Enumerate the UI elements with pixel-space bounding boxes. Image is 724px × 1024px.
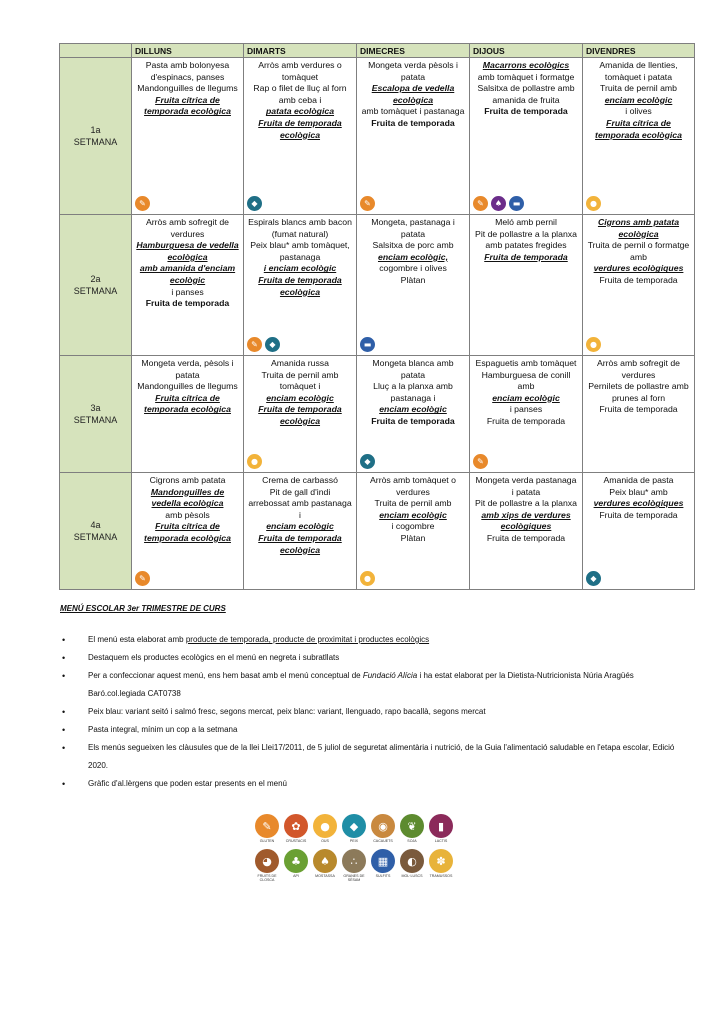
allergen-icons xyxy=(586,337,601,352)
dish-line: Pit de pollastre a la planxa xyxy=(475,498,577,509)
allergen-item xyxy=(342,849,366,882)
dish-line: Mongeta blanca amb patata xyxy=(372,358,454,380)
allergen-item xyxy=(429,849,453,882)
allergen-item xyxy=(255,814,279,843)
menu-cell-monday xyxy=(132,473,244,590)
dish-line: Hamburguesa de conill amb xyxy=(481,369,571,392)
dish-line: Mongeta verda pastanaga i patata xyxy=(475,475,577,497)
gluten-icon: ✎ xyxy=(360,196,375,211)
dish-line: Salsitxa de porc amb xyxy=(372,240,454,251)
lupin-icon: ✽ xyxy=(429,849,453,873)
dish-line: Mongeta verda, pèsols i patata xyxy=(141,358,234,380)
dish-line: Pasta amb bolonyesa d'espinacs, panses xyxy=(145,60,230,82)
dish-line: enciam ecològic xyxy=(492,392,560,403)
menu-cell-monday xyxy=(132,356,244,473)
dish-line: Fruita de temporada xyxy=(145,298,230,309)
note-item xyxy=(60,721,680,739)
dish-line: Mandonguilles de llegums xyxy=(137,381,238,392)
menu-cell-friday xyxy=(583,473,695,590)
header-thursday: DIJOUS xyxy=(470,44,583,58)
dish-line: Arròs amb sofregit de verdures xyxy=(596,358,681,380)
nuts-icon: ◕ xyxy=(255,849,279,873)
menu-cell-friday xyxy=(583,356,695,473)
dish-line: i panses xyxy=(171,286,204,297)
note-text: producte de temporada, producte de proximitat i productes ecològics xyxy=(185,635,430,644)
menu-cell-thursday xyxy=(470,58,583,215)
header-tuesday: DIMARTS xyxy=(244,44,357,58)
week-label-line: 2a xyxy=(90,274,101,284)
gluten-icon: ✎ xyxy=(135,571,150,586)
dish-line: enciam ecològic xyxy=(604,94,673,105)
menu-cell-thursday xyxy=(470,473,583,590)
egg-icon: ● xyxy=(586,196,601,211)
allergen-icons xyxy=(247,196,262,211)
allergen-label: GRANES DE SÈSAM xyxy=(343,874,365,882)
dish-line: i olives xyxy=(625,106,652,117)
dish-line: Arròs amb sofregit de verdures xyxy=(145,217,230,239)
dish-line: Fruita cítrica de temporada ecològica xyxy=(595,117,682,140)
week-label-line: 4a xyxy=(90,520,101,530)
week-row xyxy=(60,58,695,215)
note-text: Destaquem els productes ecològics en el menú en negreta i subratllats xyxy=(88,653,340,662)
milk-icon: ▬ xyxy=(509,196,524,211)
allergen-item xyxy=(429,814,453,843)
allergen-label: PEIX xyxy=(349,839,359,843)
dish-line: Hamburguesa de vedella ecològica xyxy=(136,240,239,262)
dish-line: Mongeta verda pèsols i patata xyxy=(368,60,458,82)
dish-line: verdures ecològiques xyxy=(593,263,684,274)
dish-line: Truita de pernil amb tomàquet i xyxy=(261,369,339,392)
allergen-icons xyxy=(586,196,601,211)
gluten-icon: ✎ xyxy=(255,814,279,838)
menu-cell-tuesday xyxy=(244,215,357,356)
allergen-icons xyxy=(360,454,375,469)
allergen-row xyxy=(255,849,480,882)
fish-icon: ◆ xyxy=(360,454,375,469)
allergen-icons xyxy=(473,454,488,469)
dish-line: Pit de gall d'indi arrebossat amb pastanaga i xyxy=(248,486,352,520)
allergen-item xyxy=(284,814,308,843)
fish-icon: ◆ xyxy=(265,337,280,352)
allergen-item xyxy=(255,849,279,882)
dish-line: verdures ecològiques xyxy=(593,498,684,509)
allergen-label: SOJA xyxy=(407,839,417,843)
allergen-item xyxy=(371,849,395,882)
dish-line: Plàtan xyxy=(400,274,426,285)
menu-cell-wednesday xyxy=(357,58,470,215)
allergen-label: TRAMUSSOS xyxy=(429,874,453,878)
dish-line: Amanida de pasta xyxy=(603,475,674,485)
week-label xyxy=(60,58,132,215)
note-text: Gràfic d'al.lèrgens que poden estar presents en el menú xyxy=(88,779,287,788)
corner-cell xyxy=(60,44,132,58)
note-item xyxy=(60,739,680,775)
menu-cell-thursday xyxy=(470,215,583,356)
allergen-label: FRUITS DE CLOSCA xyxy=(257,874,277,882)
fish-icon: ◆ xyxy=(247,196,262,211)
dish-line: Mandonguilles de vedella ecològica xyxy=(150,486,225,509)
menu-cell-monday xyxy=(132,215,244,356)
dish-line: enciam ecològic, xyxy=(377,251,448,262)
dish-line: Lluç a la planxa amb pastanaga i xyxy=(373,381,453,403)
dish-line: amb amanida d'enciam ecològic xyxy=(139,263,236,285)
week-label-line: SETMANA xyxy=(73,415,118,425)
menu-cell-tuesday xyxy=(244,356,357,473)
allergen-label: MOL·LUSCS xyxy=(401,874,423,878)
mollusc-icon: ◐ xyxy=(400,849,424,873)
note-item xyxy=(60,631,680,649)
dish-line: Fruita de temporada xyxy=(486,415,566,426)
egg-icon: ● xyxy=(360,571,375,586)
milk-icon: ▬ xyxy=(360,337,375,352)
dish-line: Macarrons ecològics xyxy=(482,60,570,70)
dish-line: Espirals blancs amb bacon (fumat natural) xyxy=(248,217,352,239)
menu-cell-friday xyxy=(583,215,695,356)
dish-line: Escalopa de vedella ecològica xyxy=(371,83,455,105)
dish-line: Pit de pollastre a la planxa amb patates fregides xyxy=(475,228,577,251)
dish-line: enciam ecològic xyxy=(379,404,447,415)
week-label-line: 3a xyxy=(90,403,101,413)
allergen-label: LACTIS xyxy=(434,839,448,843)
week-label-line: SETMANA xyxy=(73,532,118,542)
allergen-item xyxy=(400,814,424,843)
allergen-item xyxy=(313,849,337,882)
milk-icon: ▮ xyxy=(429,814,453,838)
egg-icon: ● xyxy=(586,337,601,352)
allergen-item xyxy=(342,814,366,843)
celery-icon: ♣ xyxy=(284,849,308,873)
allergen-label: SULFITS xyxy=(375,874,391,878)
gluten-icon: ✎ xyxy=(247,337,262,352)
note-text: Els menús segueixen les clàusules que de la llei Llei17/2011, de 5 juliol de seguretat alimentària i nutrició, de la Guia l'alimentació saludable en l'etapa escolar, Edició 2020. xyxy=(88,743,675,770)
allergen-label: API xyxy=(293,874,299,878)
menu-cell-tuesday xyxy=(244,473,357,590)
egg-icon: ● xyxy=(313,814,337,838)
dish-line: cogombre i olives xyxy=(379,263,447,274)
menu-cell-wednesday xyxy=(357,356,470,473)
note-text: Peix blau: variant seitó i salmó fresc, segons mercat, peix blanc: variant, llenguado, rapo bacallà, segons mercat xyxy=(88,707,486,716)
dish-line: amb tomàquet i pastanaga xyxy=(361,106,465,117)
dish-line: Fruita de temporada ecològica xyxy=(258,274,342,297)
allergen-item xyxy=(400,849,424,882)
dish-line: Meló amb pernil xyxy=(495,217,557,227)
dish-line: Rap o filet de lluç al forn amb ceba i xyxy=(253,83,347,105)
dish-line: Fruita de temporada xyxy=(599,274,678,285)
allergen-row xyxy=(255,814,480,843)
egg-icon: ● xyxy=(247,454,262,469)
menu-notes xyxy=(60,604,680,793)
allergen-item xyxy=(313,814,337,843)
note-text: Fundació Alícia xyxy=(362,671,418,680)
sesame-icon: ∴ xyxy=(342,849,366,873)
dish-line: Amanida russa xyxy=(271,358,329,368)
note-item xyxy=(60,703,680,721)
note-text: Per a confeccionar aquest menú, ens hem basat amb el menú conceptual de xyxy=(88,671,363,680)
allergen-icons xyxy=(247,454,262,469)
dish-line: Fruita de temporada xyxy=(599,509,678,520)
note-text: i ha estat elaborat per la Dietista-Nutricionista Núria Aragüés Baró.col.legiada CAT0738 xyxy=(88,671,634,698)
soy-icon: ❦ xyxy=(400,814,424,838)
dish-line: Truita de pernil o formatge amb xyxy=(587,240,690,262)
dish-line: patata ecològica xyxy=(265,106,335,117)
week-label-line: SETMANA xyxy=(73,286,118,296)
gluten-icon: ✎ xyxy=(135,196,150,211)
dish-line: Fruita cítrica de temporada ecològica xyxy=(144,392,231,415)
note-item xyxy=(60,649,680,667)
menu-cell-tuesday xyxy=(244,58,357,215)
week-row xyxy=(60,356,695,473)
dish-line: Fruita de temporada xyxy=(599,404,678,415)
dish-line: Fruita cítrica de temporada ecològica xyxy=(144,521,231,543)
allergen-chart xyxy=(255,814,480,888)
dish-line: Amanida de llenties, tomàquet i patata xyxy=(599,60,678,82)
header-friday: DIVENDRES xyxy=(583,44,695,58)
dish-line: Mongeta, pastanaga i patata xyxy=(371,217,455,239)
note-item xyxy=(60,667,680,703)
note-text: El menú esta elaborat amb xyxy=(88,635,186,644)
mustard-icon: ♠ xyxy=(313,849,337,873)
week-label xyxy=(60,473,132,590)
allergen-label: CRUSTACIS xyxy=(285,839,307,843)
dish-line: Arròs amb tomàquet o verdures xyxy=(370,475,456,497)
menu-header-row xyxy=(60,44,695,58)
header-monday: DILLUNS xyxy=(132,44,244,58)
dish-line: Fruita de temporada ecològica xyxy=(258,532,342,555)
dish-line: enciam ecològic xyxy=(266,392,334,403)
allergen-icons xyxy=(586,571,601,586)
allergen-label: OUS xyxy=(321,839,329,843)
weekly-menu-table xyxy=(59,43,695,590)
dish-line: Mandonguilles de llegums xyxy=(137,83,238,94)
week-label-line: SETMANA xyxy=(73,137,118,147)
dish-line: amb pèsols xyxy=(165,509,210,520)
dish-line: enciam ecològic xyxy=(379,509,447,520)
dish-line: Crema de carbassó xyxy=(262,475,338,485)
menu-cell-friday xyxy=(583,58,695,215)
dish-line: Fruita de temporada xyxy=(486,532,566,543)
menu-cell-wednesday xyxy=(357,215,470,356)
week-row xyxy=(60,473,695,590)
dish-line: Fruita de temporada ecològica xyxy=(258,404,342,426)
dish-line: i panses xyxy=(509,404,543,415)
allergen-item xyxy=(371,814,395,843)
allergen-icons xyxy=(360,337,375,352)
fish-icon: ◆ xyxy=(342,814,366,838)
allergen-icons xyxy=(135,571,150,586)
allergen-icons xyxy=(473,196,524,211)
dish-line: Arròs amb verdures o tomàquet xyxy=(258,60,342,82)
allergen-label: GLUTEN xyxy=(259,839,275,843)
dish-line: Espaguetis amb tomàquet xyxy=(475,358,577,368)
dish-line: Fruita cítrica de temporada ecològica xyxy=(144,94,231,117)
notes-title: MENÚ ESCOLAR 3er TRIMESTRE DE CURS xyxy=(60,604,226,613)
dish-line: amb tomàquet i formatge xyxy=(477,71,575,82)
fish-icon: ◆ xyxy=(586,571,601,586)
gluten-icon: ✎ xyxy=(473,196,488,211)
dish-line: Plàtan xyxy=(400,532,426,543)
dish-line: Fruita de temporada xyxy=(484,251,568,262)
peanut-icon: ◉ xyxy=(371,814,395,838)
allergen-label: MOSTASSA xyxy=(315,874,335,878)
sulphite-icon: ▦ xyxy=(371,849,395,873)
dish-line: amb xips de verdures ecològiques xyxy=(481,509,571,532)
dish-line: Peix blau* amb xyxy=(609,486,668,497)
allergen-item xyxy=(284,849,308,882)
allergen-label: CACAUETS xyxy=(373,839,393,843)
dish-line: Truita de pernil amb xyxy=(600,83,677,94)
dish-line: Cigrons amb patata ecològica xyxy=(597,217,680,239)
dish-line: Fruita de temporada ecològica xyxy=(258,117,342,140)
dish-line: Fruita de temporada xyxy=(371,117,455,128)
dish-line: Cigrons amb patata xyxy=(149,475,226,485)
notes-list xyxy=(60,631,680,793)
dish-line: Fruita de temporada xyxy=(371,415,455,426)
dish-line: i enciam ecològic xyxy=(263,263,337,274)
dish-line: enciam ecològic xyxy=(266,521,334,532)
allergen-icons xyxy=(360,196,375,211)
dish-line: Pernilets de pollastre amb prunes al forn xyxy=(588,381,689,403)
dish-line: Fruita de temporada xyxy=(484,106,568,117)
dish-line: Truita de pernil amb xyxy=(374,498,452,509)
week-label-line: 1a xyxy=(90,125,101,135)
dish-line: Salsitxa de pollastre amb amanida de fruita xyxy=(477,83,575,105)
mustard-icon: ♠ xyxy=(491,196,506,211)
allergen-icons xyxy=(247,337,280,352)
menu-cell-thursday xyxy=(470,356,583,473)
header-wednesday: DIMECRES xyxy=(357,44,470,58)
menu-cell-wednesday xyxy=(357,473,470,590)
dish-line: Peix blau* amb tomàquet, pastanaga xyxy=(250,240,350,262)
gluten-icon: ✎ xyxy=(473,454,488,469)
note-text: Pasta integral, mínim un cop a la setmana xyxy=(88,725,238,734)
week-label xyxy=(60,356,132,473)
week-label xyxy=(60,215,132,356)
week-row xyxy=(60,215,695,356)
dish-line: i cogombre xyxy=(391,521,435,532)
menu-cell-monday xyxy=(132,58,244,215)
allergen-icons xyxy=(360,571,375,586)
note-item xyxy=(60,775,680,793)
allergen-icons xyxy=(135,196,150,211)
crustacean-icon: ✿ xyxy=(284,814,308,838)
